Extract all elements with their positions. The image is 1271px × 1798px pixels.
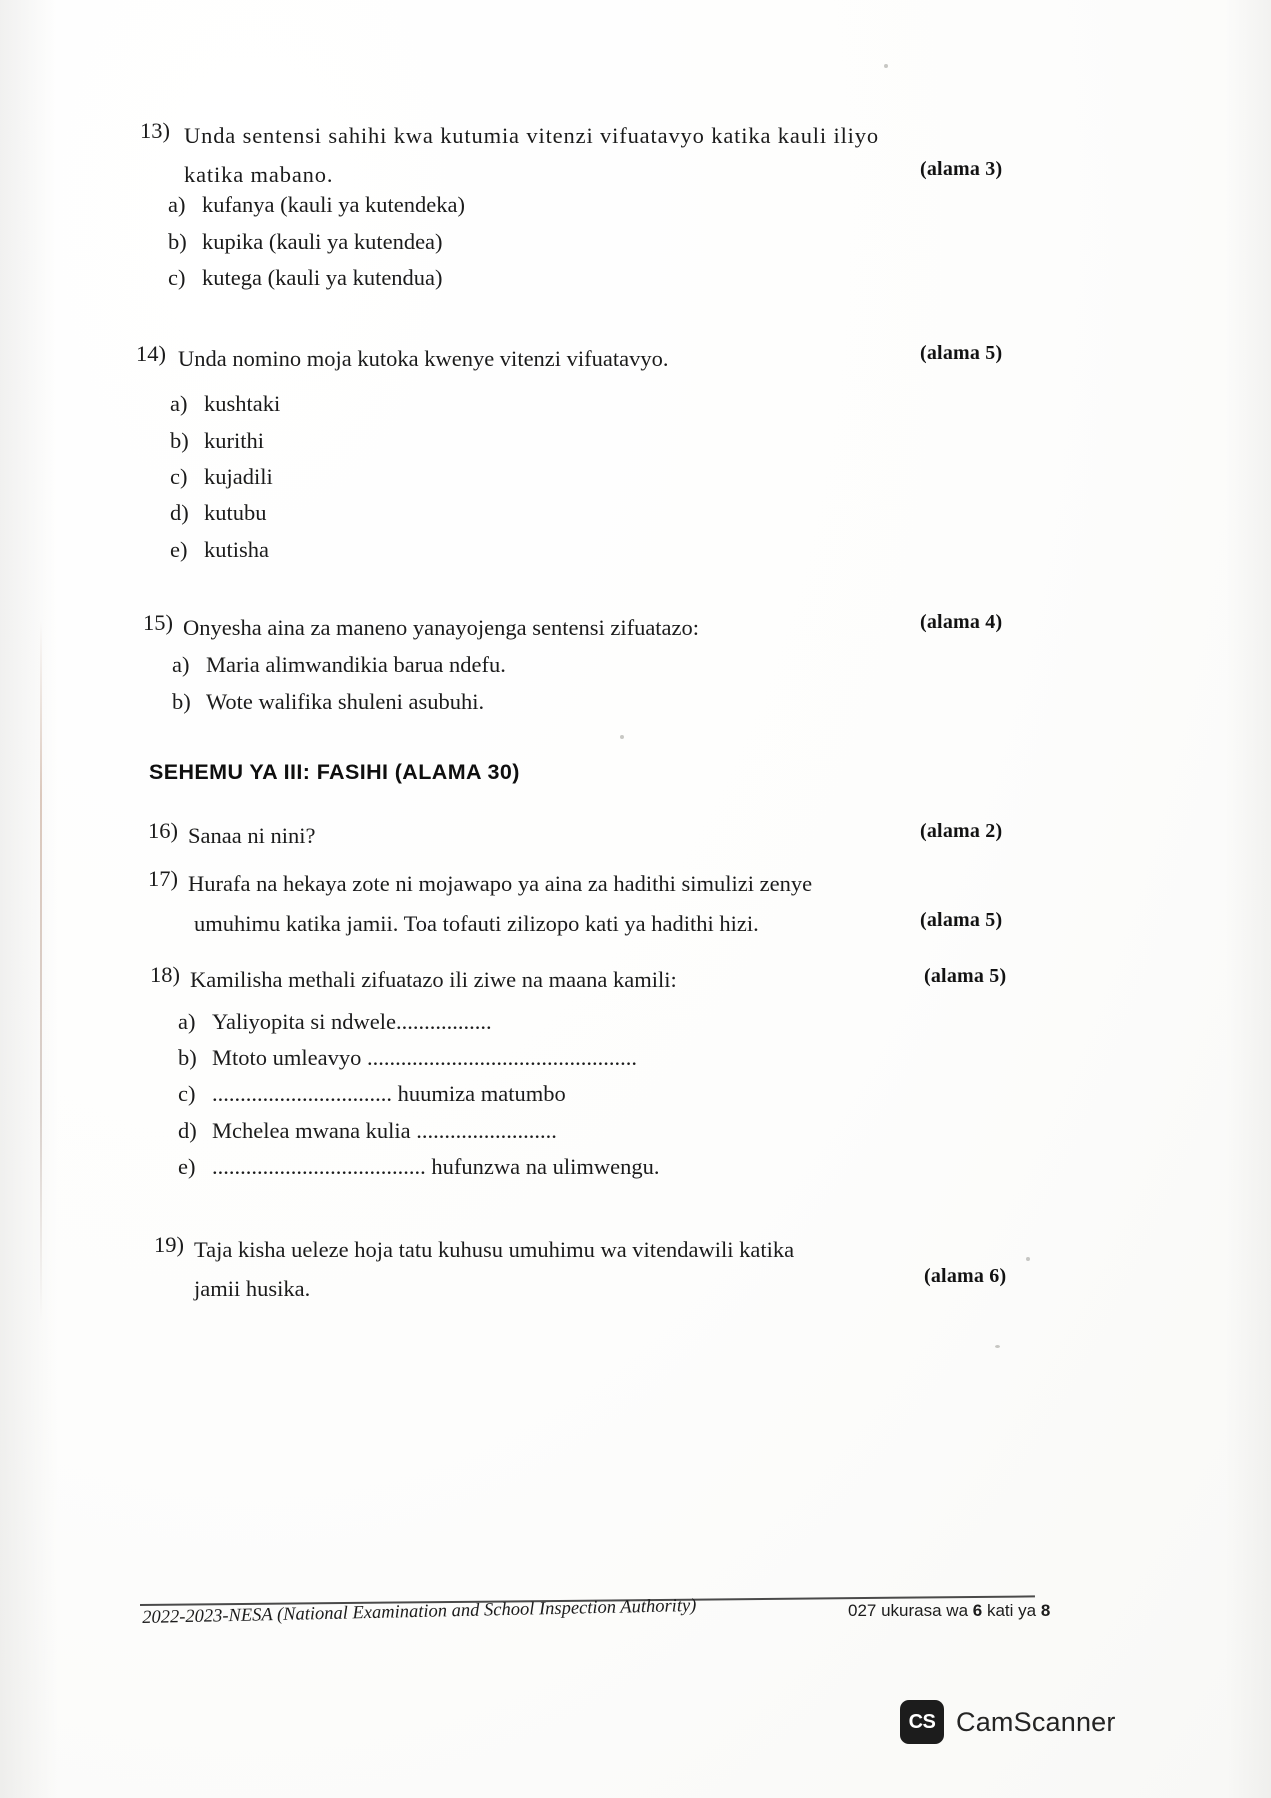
item-text: kufanya (kauli ya kutendeka) [202, 192, 466, 217]
question-13-number: 13) [140, 118, 170, 143]
question-13-text-line2: katika mabano. [184, 162, 334, 187]
footer-page-number [848, 1601, 1050, 1621]
item-label: b) [168, 229, 187, 254]
scan-speck [1026, 1257, 1030, 1261]
question-18-item-d [178, 1118, 557, 1144]
item-text: kutubu [204, 500, 267, 525]
item-text: kushtaki [204, 391, 281, 416]
item-label: d) [170, 500, 189, 525]
camscanner-label: CamScanner [956, 1706, 1116, 1737]
item-text: kupika (kauli ya kutendea) [202, 229, 443, 254]
question-17-text-line1: Hurafa na hekaya zote ni mojawapo ya aina za hadithi simulizi zenye [188, 871, 813, 896]
section-heading: SEHEMU YA III: FASIHI (ALAMA 30) [149, 760, 520, 784]
scan-speck [884, 64, 888, 68]
footer-page-middle: kati ya [982, 1601, 1041, 1620]
question-13-text-line1: Unda sentensi sahihi kwa kutumia vitenzi vifuatavyo katika kauli iliyo [184, 123, 879, 148]
item-text: kujadili [204, 464, 273, 489]
question-14-marks: (alama 5) [920, 342, 1003, 364]
question-14-item-a [170, 391, 280, 417]
item-label: b) [178, 1045, 197, 1070]
item-label: e) [178, 1154, 196, 1179]
item-label: d) [178, 1118, 197, 1143]
item-label: a) [172, 652, 190, 677]
question-14-number: 14) [136, 341, 166, 366]
question-13-item-c [168, 265, 443, 291]
item-label: c) [168, 265, 186, 290]
question-16-number: 16) [148, 818, 178, 843]
question-18-text-line1: Kamilisha methali zifuatazo ili ziwe na maana kamili: [190, 967, 677, 992]
question-19-text-line2: jamii husika. [194, 1276, 311, 1301]
item-text: Mchelea mwana kulia ......................... [212, 1118, 557, 1143]
item-text: kutisha [204, 537, 269, 562]
item-text: kutega (kauli ya kutendua) [202, 265, 443, 290]
item-text: kurithi [204, 428, 264, 453]
question-14-text-line1: Unda nomino moja kutoka kwenye vitenzi vifuatavyo. [178, 346, 669, 371]
question-14-item-e [170, 537, 269, 563]
question-13-marks: (alama 3) [920, 158, 1003, 180]
camscanner-watermark [900, 1700, 1116, 1744]
question-18-number: 18) [150, 962, 180, 987]
item-label: c) [170, 464, 188, 489]
question-14-item-b [170, 428, 264, 454]
item-label: c) [178, 1081, 196, 1106]
question-18-marks: (alama 5) [924, 965, 1007, 987]
question-14-item-c [170, 464, 273, 490]
question-14-item-d [170, 500, 267, 526]
item-label: a) [178, 1009, 196, 1034]
scan-speck [620, 735, 624, 739]
item-text: Yaliyopita si ndwele................. [212, 1009, 492, 1034]
question-15-item-b [172, 689, 484, 715]
item-text: ...................................... hufunzwa na ulimwengu. [212, 1154, 660, 1179]
item-text: Maria alimwandikia barua ndefu. [206, 652, 506, 677]
question-19-marks: (alama 6) [924, 1265, 1007, 1287]
question-13-item-b [168, 229, 443, 255]
footer-total-pages: 8 [1040, 1601, 1051, 1620]
footer-current-page: 6 [972, 1601, 983, 1620]
question-17-marks: (alama 5) [920, 909, 1003, 931]
camscanner-badge-icon: CS [900, 1700, 944, 1744]
item-label: b) [170, 428, 189, 453]
item-label: a) [168, 192, 186, 217]
question-17-number: 17) [148, 866, 178, 891]
question-15-item-a [172, 652, 506, 678]
question-15-marks: (alama 4) [920, 611, 1003, 633]
item-text: Wote walifika shuleni asubuhi. [206, 689, 485, 714]
question-18-item-c [178, 1081, 566, 1107]
question-16-text-line1: Sanaa ni nini? [188, 823, 316, 848]
question-19-number: 19) [154, 1232, 184, 1257]
item-label: b) [172, 689, 191, 714]
question-13-item-a [168, 192, 465, 218]
question-19-text-line1: Taja kisha ueleze hoja tatu kuhusu umuhimu wa vitendawili katika [194, 1237, 795, 1262]
question-18-item-e [178, 1154, 659, 1180]
footer-authority-text: 2022-2023-NESA (National Examination and School Inspection Authority) [142, 1595, 697, 1628]
item-text: ................................ huumiza matumbo [212, 1081, 566, 1106]
question-18-item-b [178, 1045, 637, 1071]
question-17-text-line2: umuhimu katika jamii. Toa tofauti zilizopo kati ya hadithi hizi. [194, 911, 759, 936]
item-label: e) [170, 537, 188, 562]
question-18-item-a [178, 1009, 492, 1035]
question-15-text-line1: Onyesha aina za maneno yanayojenga sentensi zifuatazo: [183, 615, 700, 640]
footer-page-prefix: 027 ukurasa wa [848, 1601, 973, 1620]
question-15-number: 15) [143, 610, 173, 635]
item-label: a) [170, 391, 188, 416]
scan-speck [995, 1345, 1000, 1348]
item-text: Mtoto umleavyo ................................................ [212, 1045, 637, 1070]
question-16-marks: (alama 2) [920, 820, 1003, 842]
